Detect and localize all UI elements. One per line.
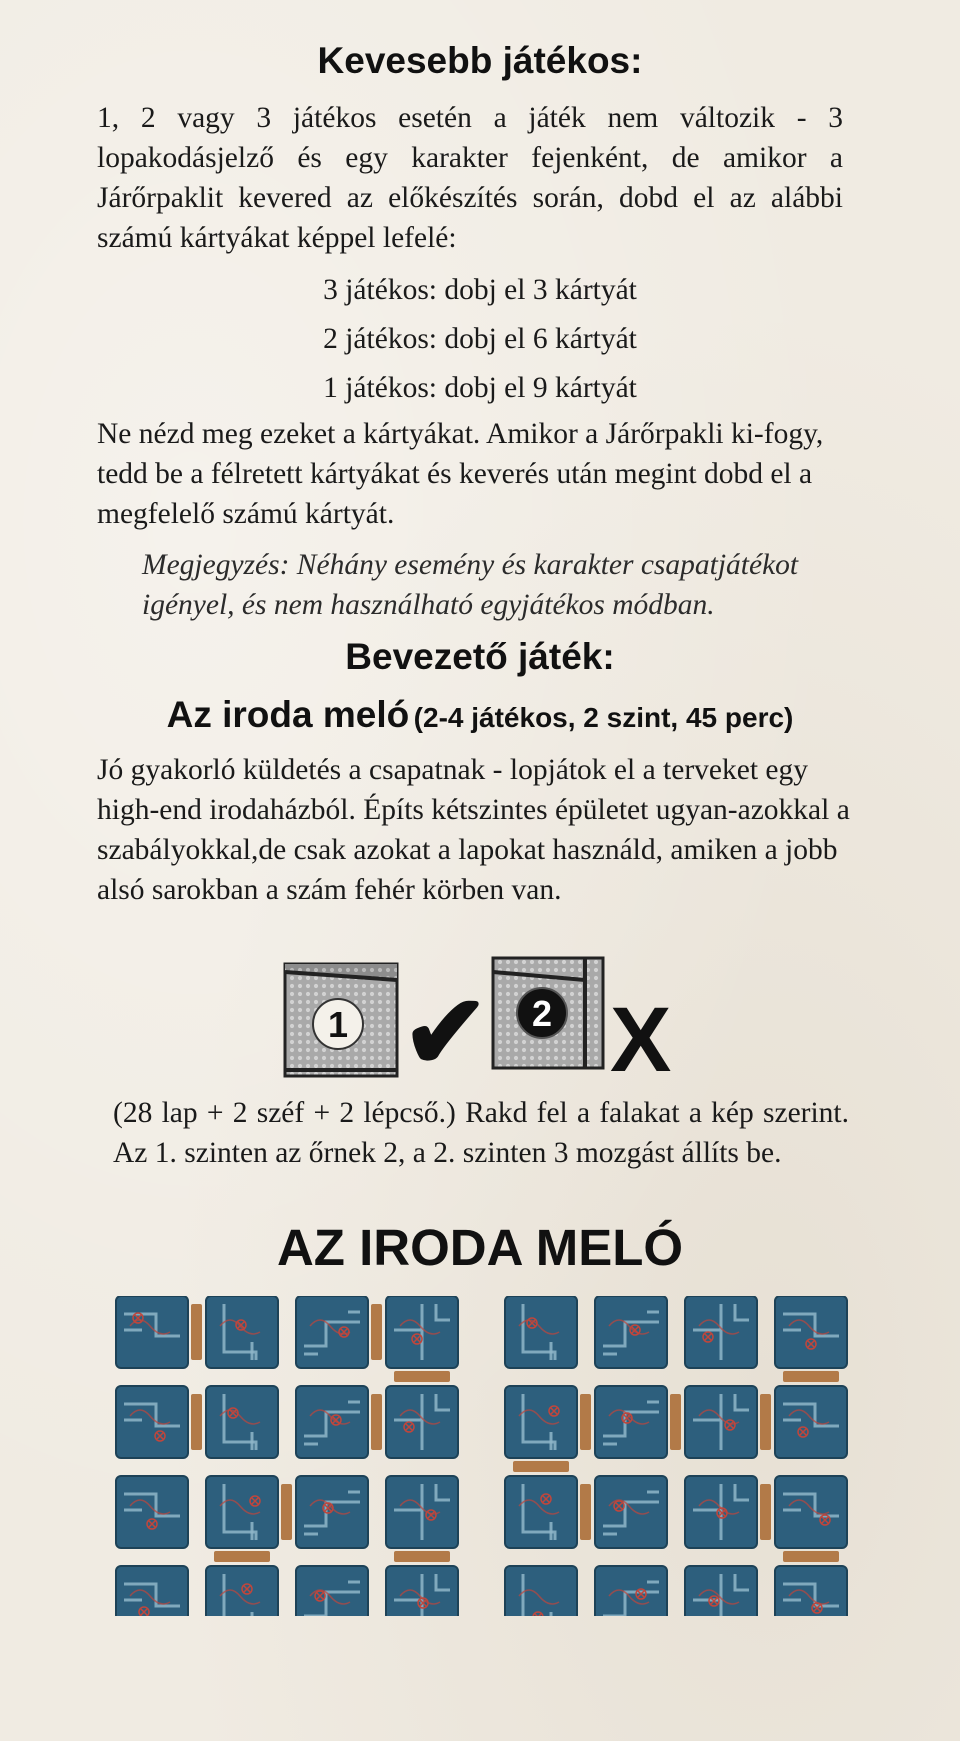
map-title: AZ IRODA MELÓ: [276, 1219, 684, 1276]
mission-description: Jó gyakorló küldetés a csapatnak - lopjátok el a terveket egy high-end irodaházból. Építs kétszintes épületet ugyan-azokkal a szabályokkal,de csak azokat a lapokat használd, amiken a jobb alsó sarokban a szám fehér körben van.: [97, 754, 850, 906]
tile-number-1: 1: [327, 1004, 349, 1045]
mission-title: Az iroda meló: [166, 694, 410, 735]
floor-2-wall-5: [513, 1461, 569, 1472]
floor-1-tile-r2-c3: [296, 1386, 368, 1458]
fewer-players-after: Ne nézd meg ezeket a kártyákat. Amikor a Járőrpakli ki-fogy, tedd be a félretett kártyákat és keverés után megint dobd el a megfelelő számú kártyát.: [97, 418, 824, 530]
floor-1-plan: [116, 1296, 458, 1616]
floor-2-tile-r3-c4: [775, 1476, 847, 1548]
floor-1-wall-5: [371, 1394, 382, 1450]
floor-1-tile-r3-c3: [296, 1476, 368, 1548]
floor-2-tile-r2-c3: [685, 1386, 757, 1458]
floor-2-tile-r3-c2: [595, 1476, 667, 1548]
tile-example-graphic: [280, 950, 680, 1080]
discard-line-3: 3 játékos: dobj el 3 kártyát: [323, 274, 637, 306]
floor-2-tile-r1-c2: [595, 1296, 667, 1368]
mission-title-line: [0, 694, 960, 736]
floor-1-tile-r2-c4: [386, 1386, 458, 1458]
floor-2-wall-1: [783, 1371, 839, 1382]
floor-1-tile-r4-c3: [296, 1566, 368, 1616]
floor-1-wall-3: [394, 1371, 450, 1382]
floor-1-tile-r4-c4: [386, 1566, 458, 1616]
floor-2-tile-r4-c2: [595, 1566, 667, 1616]
floor-2-tile-r1-c3: [685, 1296, 757, 1368]
floor-1-tile-r1-c2: [206, 1296, 278, 1368]
floor-2-tile-r2-c4: [775, 1386, 847, 1458]
floor-2-tile-r3-c1: [505, 1476, 577, 1548]
x-mark-icon: X: [610, 989, 672, 1080]
floor-1-wall-2: [371, 1304, 382, 1360]
floor-1-tile-r4-c2: [206, 1566, 278, 1616]
floor-2-tile-r4-c4: [775, 1566, 847, 1616]
floor-1-wall-7: [214, 1551, 270, 1562]
tile-example-black-circle: [493, 958, 603, 1068]
floor-1-tile-r2-c2: [206, 1386, 278, 1458]
check-mark-icon: ✔: [402, 975, 490, 1080]
tile-example-white-circle: [285, 964, 397, 1076]
floor-2-plan: [505, 1296, 847, 1616]
floor-1-tile-r1-c4: [386, 1296, 458, 1368]
floor-1-wall-8: [394, 1551, 450, 1562]
floor-2-tile-r2-c1: [505, 1386, 577, 1458]
floor-2-wall-7: [760, 1484, 771, 1540]
floor-1-tile-r3-c2: [206, 1476, 278, 1548]
floor-1-wall-4: [191, 1394, 202, 1450]
floor-1-tile-r1-c3: [296, 1296, 368, 1368]
floor-1-tile-r2-c1: [116, 1386, 188, 1458]
office-job-map: [110, 1296, 850, 1616]
mission-meta: (2-4 játékos, 2 szint, 45 perc): [413, 702, 794, 733]
section-heading-fewer-players: Kevesebb játékos:: [317, 40, 643, 81]
floor-2-wall-3: [670, 1394, 681, 1450]
floor-2-tile-r2-c2: [595, 1386, 667, 1458]
tile-number-2: 2: [531, 993, 553, 1034]
floor-1-wall-6: [281, 1484, 292, 1540]
floor-1-tile-r4-c1: [116, 1566, 188, 1616]
floor-1-tile-r1-c1: [116, 1296, 188, 1368]
floor-1-tile-r3-c4: [386, 1476, 458, 1548]
section-heading-intro-game: Bevezető játék:: [345, 636, 615, 677]
setup-instructions: (28 lap + 2 széf + 2 lépcső.) Rakd fel a falakat a kép szerint. Az 1. szinten az őrnek 2, a 2. szinten 3 mozgást állíts be.: [113, 1097, 849, 1169]
floor-2-wall-4: [760, 1394, 771, 1450]
solo-mode-note: Megjegyzés: Néhány esemény és karakter csapatjátékot igényel, és nem használható egyjátékos módban.: [142, 549, 799, 621]
discard-list: [0, 266, 960, 413]
floor-2-tile-r3-c3: [685, 1476, 757, 1548]
floor-2-tile-r4-c3: [685, 1566, 757, 1616]
floor-2-tile-r1-c1: [505, 1296, 577, 1368]
floor-2-wall-6: [580, 1484, 591, 1540]
floor-2-wall-2: [580, 1394, 591, 1450]
fewer-players-intro: 1, 2 vagy 3 játékos esetén a játék nem változik - 3 lopakodásjelző és egy karakter fejenként, de amikor a Járőrpaklit kevered az előkészítés során, dobd el az alábbi számú kártyákat képpel lefelé:: [97, 102, 843, 254]
floor-2-tile-r1-c4: [775, 1296, 847, 1368]
floor-1-tile-r3-c1: [116, 1476, 188, 1548]
discard-line-2: 2 játékos: dobj el 6 kártyát: [323, 323, 637, 355]
floor-2-tile-r4-c1: [505, 1566, 577, 1616]
floor-2-wall-8: [783, 1551, 839, 1562]
floor-1-wall-1: [191, 1304, 202, 1360]
discard-line-1: 1 játékos: dobj el 9 kártyát: [323, 372, 637, 404]
